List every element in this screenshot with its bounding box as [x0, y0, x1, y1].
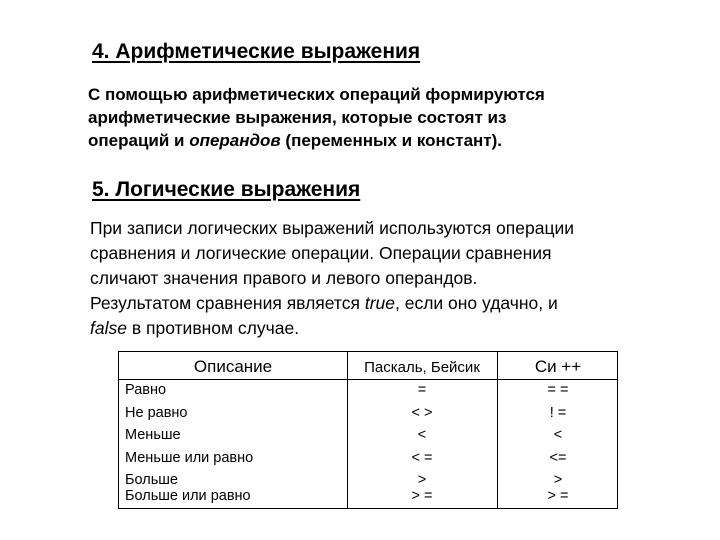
- section-5-heading: 5. Логические выражения: [92, 178, 361, 201]
- cell-pascal: < >: [411, 404, 433, 421]
- table-row: [119, 448, 617, 471]
- cell-cpp: >: [553, 472, 563, 488]
- italic-term: true: [364, 293, 395, 313]
- table-header-cpp: Си ++: [534, 357, 582, 376]
- table-header-pascal-basic: Паскаль, Бейсик: [364, 359, 480, 376]
- cell-pascal: <: [417, 427, 427, 443]
- paragraph-line: арифметические выражения, которые состоят из: [88, 108, 507, 127]
- cell-pascal: < =: [411, 449, 433, 466]
- text-run: операций и: [88, 131, 190, 150]
- paragraph-line: [90, 316, 670, 341]
- cell-cpp: <: [553, 427, 563, 443]
- paragraph-line: [90, 291, 670, 316]
- paragraph-line: сличают значения правого и левого операндов.: [90, 268, 478, 288]
- table-row: [119, 425, 617, 448]
- section-4-heading: 4. Арифметические выражения: [92, 40, 421, 63]
- text-run: , если оно удачно, и: [394, 293, 558, 313]
- cell-pascal: =: [417, 382, 427, 398]
- paragraph-line: [88, 129, 648, 152]
- table-header-description: Описание: [193, 357, 273, 376]
- text-run: Результатом сравнения является: [90, 293, 365, 313]
- cell-cpp: <=: [549, 449, 567, 466]
- section-5-paragraph: [90, 216, 670, 341]
- cell-pascal: >: [417, 472, 427, 488]
- cell-description: Меньше: [125, 427, 181, 443]
- cell-cpp: ! =: [549, 404, 567, 421]
- section-4-paragraph: [88, 83, 648, 152]
- table-row: [119, 486, 617, 509]
- cell-description: Больше или равно: [125, 488, 251, 504]
- italic-term: операндов: [189, 131, 281, 150]
- cell-description: Не равно: [125, 404, 188, 421]
- paragraph-line: При записи логических выражений используются операции: [90, 218, 575, 238]
- cell-description: Больше: [125, 472, 178, 488]
- paragraph-line: сравнения и логические операции. Операции сравнения: [90, 243, 552, 263]
- text-run: в противном случае.: [126, 318, 300, 338]
- table-row: [119, 403, 617, 426]
- cell-cpp: = =: [547, 382, 569, 398]
- cell-pascal: > =: [411, 488, 433, 504]
- comparison-operators-table: [118, 351, 618, 509]
- cell-cpp: > =: [547, 488, 569, 504]
- text-run: (переменных и констант).: [280, 131, 503, 150]
- cell-description: Меньше или равно: [125, 449, 254, 466]
- table-row: [119, 380, 617, 403]
- cell-description: Равно: [125, 382, 167, 398]
- paragraph-line: С помощью арифметических операций формируются: [88, 85, 545, 104]
- italic-term: false: [90, 318, 127, 338]
